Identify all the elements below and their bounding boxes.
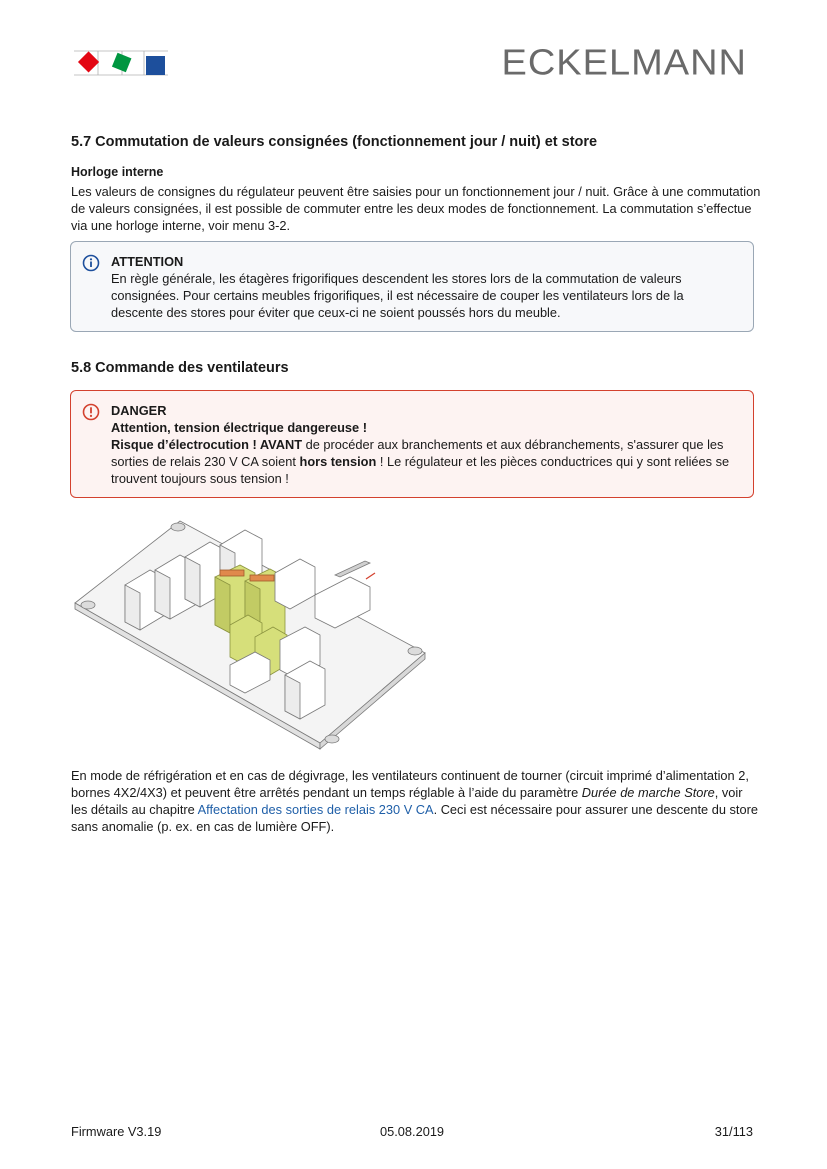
attention-text: En règle générale, les étagères frigorifiques descendent les stores lors de la commutation de valeurs consignées. Pour certains meubles frigorifiques, il est nécessaire de couper les ventilateurs lors de la descente des stores pour éviter que ceux-ci ne soient poussés hors du meuble. xyxy=(111,271,684,320)
attention-title: ATTENTION xyxy=(111,254,184,269)
standoff xyxy=(325,735,339,743)
standoff xyxy=(171,523,185,531)
standoff xyxy=(408,647,422,655)
ribbon-connector xyxy=(315,561,375,628)
footer-page-number: 31/113 xyxy=(714,1124,753,1139)
warning-icon xyxy=(82,403,100,421)
danger-title: DANGER xyxy=(111,403,167,418)
danger-bold-2: hors tension xyxy=(299,454,377,469)
eckelmann-logo xyxy=(74,48,168,78)
paragraph-part-1: En mode de réfrigération et en cas de dégivrage, les ventilateurs continuent de tourner (circuit imprimé d’alimentation 2, bornes 4X2/4X3) et peuvent être arrêtés pendant un temps réglable à l’aide du paramètre xyxy=(71,768,749,800)
logo-blue-square xyxy=(146,56,165,75)
brand-name: ECKELMANN xyxy=(501,43,747,83)
paragraph-horloge: Les valeurs de consignes du régulateur peuvent être saisies pour un fonctionnement jour / nuit. Grâce à une commutation de valeurs consignées, il est possible de commuter entre les deux modes de fonctionnement. La commutation s’effectue via une horloge interne, voir menu 3-2. xyxy=(71,184,761,233)
footer-date: 05.08.2019 xyxy=(380,1124,445,1139)
section-heading-5-8: 5.8 Commande des ventilateurs xyxy=(71,360,289,376)
section-heading-5-7: 5.7 Commutation de valeurs consignées (fonctionnement jour / nuit) et store xyxy=(71,134,598,150)
danger-text xyxy=(111,436,739,487)
danger-text-2: ! Le régulateur et les pièces conductrices qui y sont reliées se trouvent toujours sous tension ! xyxy=(111,454,730,486)
danger-subtitle: Attention, tension électrique dangereuse ! xyxy=(111,420,367,435)
logo-green-square xyxy=(112,53,132,73)
danger-bold-1: Risque d’électrocution ! AVANT xyxy=(111,437,303,452)
logo-red-square xyxy=(78,51,99,72)
paragraph-part-3: . Ceci est nécessaire pour assurer une descente du store sans anomalie (p. ex. en cas de lumière OFF). xyxy=(71,802,758,834)
paragraph-ventilateurs xyxy=(71,767,761,835)
attention-box xyxy=(70,241,754,332)
danger-text-1: de procéder aux branchements et aux débranchements, s'assurer que les sorties de relais 230 V CA soient xyxy=(111,437,724,469)
footer-firmware: Firmware V3.19 xyxy=(71,1124,162,1139)
paragraph-part-2: , voir les détails au chapitre xyxy=(71,785,743,817)
chapter-link[interactable]: Affectation des sorties de relais 230 V CA xyxy=(197,802,434,817)
subheading-horloge-interne: Horloge interne xyxy=(71,165,164,179)
danger-box xyxy=(70,390,754,498)
standoff xyxy=(81,601,95,609)
circuit-board-illustration xyxy=(70,515,440,760)
info-icon xyxy=(82,254,100,272)
parameter-name: Durée de marche Store xyxy=(581,785,715,800)
